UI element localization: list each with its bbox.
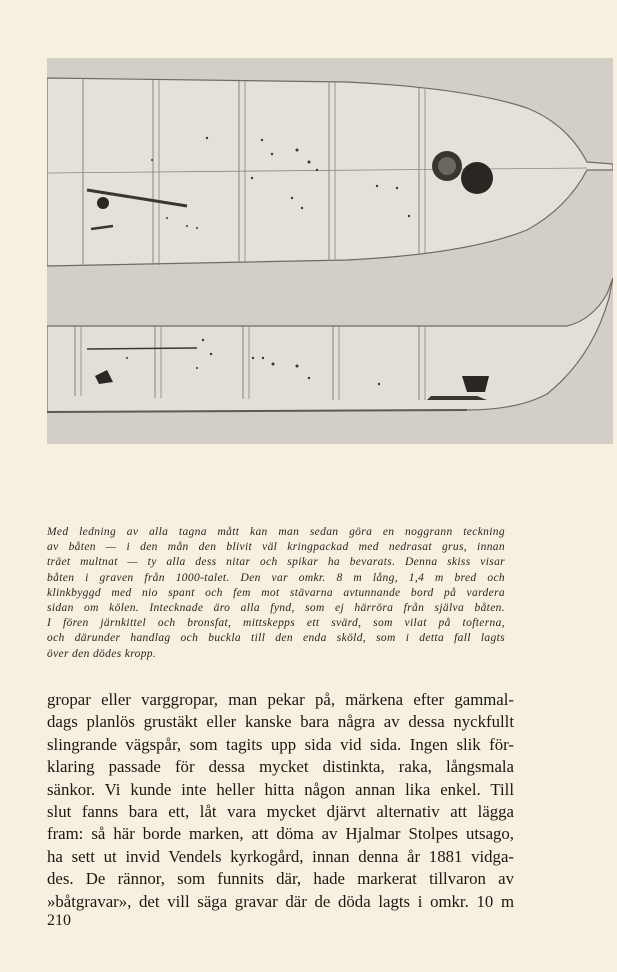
boat-grave-figure <box>47 58 613 444</box>
body-line: dags planlös grustäkt eller kanske bara några av dessa nyckfullt <box>47 712 514 732</box>
caption-line: och därunder handlag och buckla till den enda sköld, som i detta fall lagts <box>47 632 505 645</box>
body-line: klaring passade för dessa mycket distinkta, raka, långsmala <box>47 757 514 777</box>
page-number: 210 <box>47 912 71 929</box>
body-paragraph <box>47 689 514 913</box>
caption-line: över den dödes kropp. <box>47 647 157 660</box>
caption-line: sidan om kölen. Intecknade äro alla fynd, som ej härröra från själva båten. <box>47 602 505 615</box>
body-line: slut fanns bara ett, låt vara mycket djärvt alternativ att lägga <box>47 802 514 822</box>
body-line: ha sett ut invid Vendels kyrkogård, innan denna år 1881 vidga- <box>47 846 514 866</box>
caption-line: träet multnat — ty alla dess nitar och spikar ha bevarats. Denna skiss visar <box>47 556 505 569</box>
body-line: slingrande vägspår, som tagits upp sida vid sida. Ingen slik för- <box>47 734 514 754</box>
body-line: fram: så här borde marken, att döma av Hjalmar Stolpes utsago, <box>47 824 514 844</box>
figure-caption <box>47 525 505 662</box>
caption-line: Med ledning av alla tagna mått kan man sedan göra en noggrann teckning <box>47 526 505 538</box>
caption-line: båten i graven från 1000-talet. Den var omkr. 8 m lång, 1,4 m bred och <box>47 571 505 584</box>
body-line: gropar eller varggropar, man pekar på, märkena efter gammal- <box>47 690 514 709</box>
caption-line: I fören järnkittel och bronsfat, mittskepps ett svärd, som vilat på tofterna, <box>47 617 505 630</box>
body-line: »båtgravar», det vill säga gravar där de döda lagts i omkr. 10 m <box>47 891 514 911</box>
caption-line: av båten — i den mån den blivit väl kringpackad med nedrasat grus, innan <box>47 541 505 554</box>
boat-grave-drawing <box>47 58 613 444</box>
caption-line: klinkbyggd med nio spant och fem mot stävarna avtunnande bord på vardera <box>47 586 505 599</box>
body-line: sänkor. Vi kunde inte heller hitta någon annan lika enkel. Till <box>47 779 514 799</box>
body-line: des. De rännor, som funnits där, hade markerat tillvaron av <box>47 869 514 889</box>
